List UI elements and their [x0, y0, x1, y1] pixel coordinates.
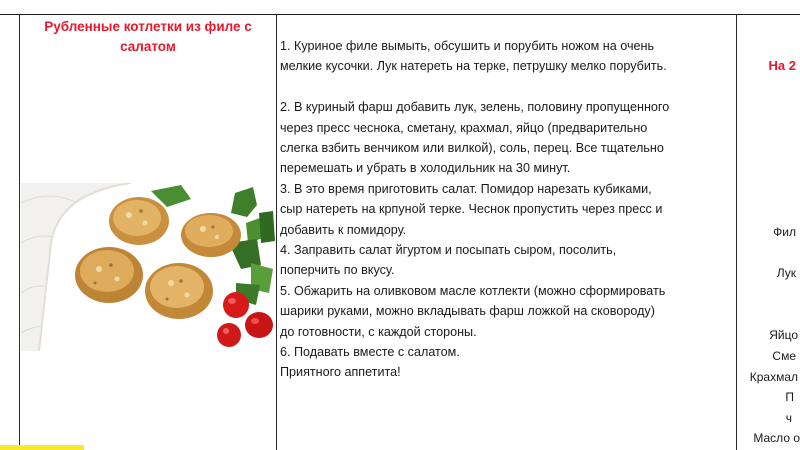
ingredient-item: ч: [785, 411, 792, 425]
step-line: шарики руками, можно вкладывать фарш ложкой на сковороду): [280, 304, 655, 319]
table-column-divider: [736, 14, 737, 450]
ingredients-heading: На 2: [768, 58, 796, 73]
table-top-border: [0, 14, 800, 15]
recipe-steps: [280, 36, 734, 383]
step-line: сыр натереть на крпуной терке. Чеснок пропустить через пресс и: [280, 202, 663, 217]
step-line: через пресс чеснока, сметану, крахмал, яйцо (предварительно: [280, 120, 648, 135]
ingredient-item: Масло о: [753, 431, 800, 445]
table-column-divider: [276, 14, 277, 450]
step-line: 6. Подавать вместе с салатом.: [280, 345, 460, 360]
table-column-divider: [19, 14, 20, 450]
step-line: 2. В куриный фарш добавить лук, зелень, половину пропущенного: [280, 100, 670, 115]
step-line: мелкие кусочки. Лук натереть на терке, петрушку мелко порубить.: [280, 59, 667, 74]
ingredient-item: П: [785, 390, 794, 404]
ingredient-item: Крахмал: [749, 370, 798, 384]
step-line: 5. Обжарить на оливковом масле котлекти (можно сформировать: [280, 283, 666, 298]
step-spacer: [280, 77, 734, 97]
step-line: поперчить по вкусу.: [280, 263, 395, 278]
recipe-title: Рубленные котлетки из филе с салатом: [44, 19, 252, 54]
ingredient-item: Лук: [776, 266, 796, 280]
step-line: добавить к помидору.: [280, 222, 407, 237]
step-line: 4. Заправить салат йгуртом и посыпать сыром, посолить,: [280, 243, 617, 258]
step-line: Приятного аппетита!: [280, 365, 401, 380]
recipe-photo: [21, 183, 275, 351]
step-line: 3. В это время приготовить салат. Помидор нарезать кубиками,: [280, 181, 652, 196]
step-line: до готовности, с каждой стороны.: [280, 324, 477, 339]
ingredient-item: Яйцо: [769, 328, 798, 342]
step-line: перемешать и убрать в холодильник на 30 минут.: [280, 161, 571, 176]
step-line: 1. Куриное филе вымыть, обсушить и порубить ножом на очень: [280, 39, 655, 53]
step-line: слегка взбить венчиком или вилкой), соль, перец. Все тщательно: [280, 141, 664, 156]
ingredient-item: Фил: [773, 225, 796, 239]
ingredient-item: Сме: [772, 349, 796, 363]
highlight-mark: [0, 445, 84, 450]
